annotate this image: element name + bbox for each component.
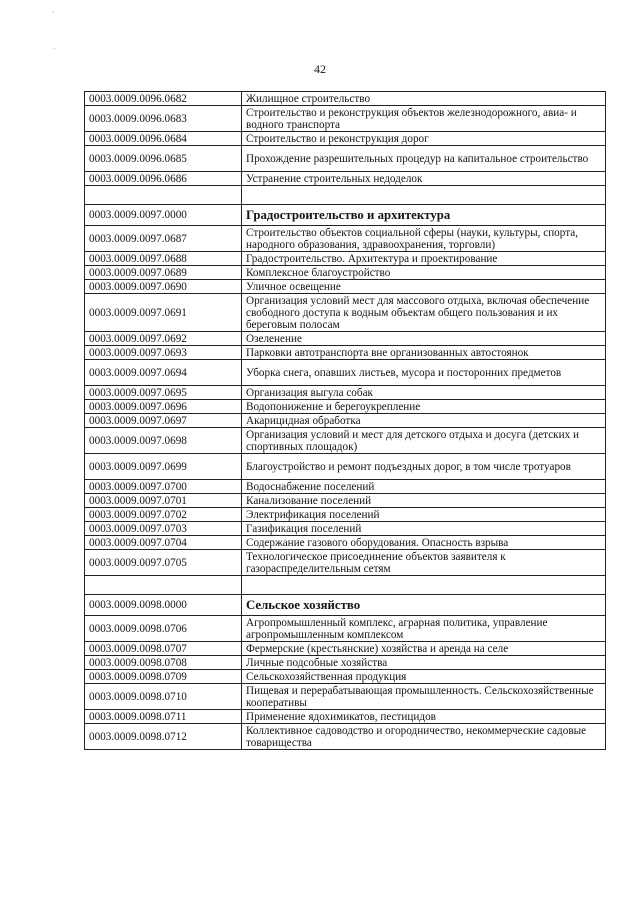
row-description: Сельскохозяйственная продукция — [242, 670, 606, 684]
row-code: 0003.0009.0097.0691 — [85, 294, 242, 332]
row-description: Электрификация поселений — [242, 508, 606, 522]
row-code: 0003.0009.0097.0688 — [85, 252, 242, 266]
row-code: 0003.0009.0098.0708 — [85, 656, 242, 670]
spacer-row — [85, 186, 606, 205]
table-row — [85, 386, 606, 400]
row-code: 0003.0009.0096.0684 — [85, 132, 242, 146]
table-row — [85, 480, 606, 494]
row-description: Технологическое присоединение объектов заявителя к газораспределительным сетям — [242, 550, 606, 576]
classifier-table — [84, 91, 606, 750]
row-description: Озеленение — [242, 332, 606, 346]
table-row — [85, 280, 606, 294]
row-description — [242, 576, 606, 595]
section-title: Сельское хозяйство — [242, 595, 606, 616]
row-description: Строительство объектов социальной сферы (науки, культуры, спорта, народного образования, здравоохранения, торговли) — [242, 226, 606, 252]
row-description: Агропромышленный комплекс, аграрная политика, управление агропромышленным комплексом — [242, 616, 606, 642]
row-code: 0003.0009.0096.0682 — [85, 92, 242, 106]
table-row — [85, 172, 606, 186]
row-description: Акарицидная обработка — [242, 414, 606, 428]
table-row — [85, 522, 606, 536]
table-row — [85, 146, 606, 172]
row-code: 0003.0009.0097.0701 — [85, 494, 242, 508]
row-description: Фермерские (крестьянские) хозяйства и аренда на селе — [242, 642, 606, 656]
table-row — [85, 670, 606, 684]
row-code: 0003.0009.0097.0687 — [85, 226, 242, 252]
row-code: 0003.0009.0097.0699 — [85, 454, 242, 480]
row-description: Организация условий и мест для детского отдыха и досуга (детских и спортивных площадок) — [242, 428, 606, 454]
row-code: 0003.0009.0097.0696 — [85, 400, 242, 414]
row-code: 0003.0009.0097.0000 — [85, 205, 242, 226]
table-row — [85, 550, 606, 576]
row-code: 0003.0009.0097.0692 — [85, 332, 242, 346]
row-code: 0003.0009.0097.0698 — [85, 428, 242, 454]
margin-mark: · — [52, 8, 55, 17]
row-description: Водоснабжение поселений — [242, 480, 606, 494]
table-row — [85, 92, 606, 106]
row-description: Прохождение разрешительных процедур на капитальное строительство — [242, 146, 606, 172]
row-code: 0003.0009.0097.0690 — [85, 280, 242, 294]
row-code: 0003.0009.0097.0705 — [85, 550, 242, 576]
row-code: 0003.0009.0098.0709 — [85, 670, 242, 684]
row-description: Газификация поселений — [242, 522, 606, 536]
row-code: 0003.0009.0096.0683 — [85, 106, 242, 132]
row-code: 0003.0009.0097.0702 — [85, 508, 242, 522]
table-row — [85, 616, 606, 642]
row-code: 0003.0009.0098.0710 — [85, 684, 242, 710]
row-description: Водопонижение и берегоукрепление — [242, 400, 606, 414]
table-row — [85, 294, 606, 332]
row-description: Уличное освещение — [242, 280, 606, 294]
table-row — [85, 428, 606, 454]
table-row — [85, 360, 606, 386]
table-body — [85, 92, 606, 750]
table-row — [85, 724, 606, 750]
row-code: 0003.0009.0098.0711 — [85, 710, 242, 724]
table-row — [85, 106, 606, 132]
row-description: Благоустройство и ремонт подъездных дорог, в том числе тротуаров — [242, 454, 606, 480]
table-row — [85, 656, 606, 670]
row-description: Личные подсобные хозяйства — [242, 656, 606, 670]
table-row — [85, 684, 606, 710]
table-row — [85, 252, 606, 266]
row-description: Комплексное благоустройство — [242, 266, 606, 280]
row-code: 0003.0009.0097.0703 — [85, 522, 242, 536]
row-description: Организация выгула собак — [242, 386, 606, 400]
row-description: Парковки автотранспорта вне организованных автостоянок — [242, 346, 606, 360]
section-row — [85, 595, 606, 616]
row-description: Канализование поселений — [242, 494, 606, 508]
table-row — [85, 494, 606, 508]
row-description: Организация условий мест для массового отдыха, включая обеспечение свободного доступа к водным объектам общего пользования и их береговым полосам — [242, 294, 606, 332]
table-row — [85, 642, 606, 656]
table-row — [85, 710, 606, 724]
row-code: 0003.0009.0097.0689 — [85, 266, 242, 280]
row-code — [85, 576, 242, 595]
row-description: Применение ядохимикатов, пестицидов — [242, 710, 606, 724]
table-row — [85, 454, 606, 480]
table-row — [85, 346, 606, 360]
row-code — [85, 186, 242, 205]
row-description: Жилищное строительство — [242, 92, 606, 106]
row-code: 0003.0009.0098.0707 — [85, 642, 242, 656]
row-code: 0003.0009.0098.0706 — [85, 616, 242, 642]
row-code: 0003.0009.0098.0000 — [85, 595, 242, 616]
table-row — [85, 536, 606, 550]
table-row — [85, 508, 606, 522]
spacer-row — [85, 576, 606, 595]
table-row — [85, 400, 606, 414]
row-description: Строительство и реконструкция объектов железнодорожного, авиа- и водного транспорта — [242, 106, 606, 132]
row-code: 0003.0009.0096.0685 — [85, 146, 242, 172]
row-code: 0003.0009.0097.0694 — [85, 360, 242, 386]
row-code: 0003.0009.0098.0712 — [85, 724, 242, 750]
section-title: Градостроительство и архитектура — [242, 205, 606, 226]
row-description: Коллективное садоводство и огородничество, некоммерческие садовые товарищества — [242, 724, 606, 750]
table-row — [85, 266, 606, 280]
row-description: Устранение строительных недоделок — [242, 172, 606, 186]
row-description — [242, 186, 606, 205]
table-row — [85, 226, 606, 252]
row-description: Строительство и реконструкция дорог — [242, 132, 606, 146]
row-code: 0003.0009.0096.0686 — [85, 172, 242, 186]
row-code: 0003.0009.0097.0693 — [85, 346, 242, 360]
row-description: Уборка снега, опавших листьев, мусора и посторонних предметов — [242, 360, 606, 386]
row-description: Градостроительство. Архитектура и проектирование — [242, 252, 606, 266]
row-description: Пищевая и перерабатывающая промышленность. Сельскохозяйственные кооперативы — [242, 684, 606, 710]
row-code: 0003.0009.0097.0704 — [85, 536, 242, 550]
row-code: 0003.0009.0097.0697 — [85, 414, 242, 428]
page-number: 42 — [314, 62, 326, 76]
row-code: 0003.0009.0097.0695 — [85, 386, 242, 400]
row-code: 0003.0009.0097.0700 — [85, 480, 242, 494]
table-row — [85, 132, 606, 146]
table-row — [85, 332, 606, 346]
table-row — [85, 414, 606, 428]
row-description: Содержание газового оборудования. Опасность взрыва — [242, 536, 606, 550]
margin-mark: - — [53, 44, 56, 53]
section-row — [85, 205, 606, 226]
